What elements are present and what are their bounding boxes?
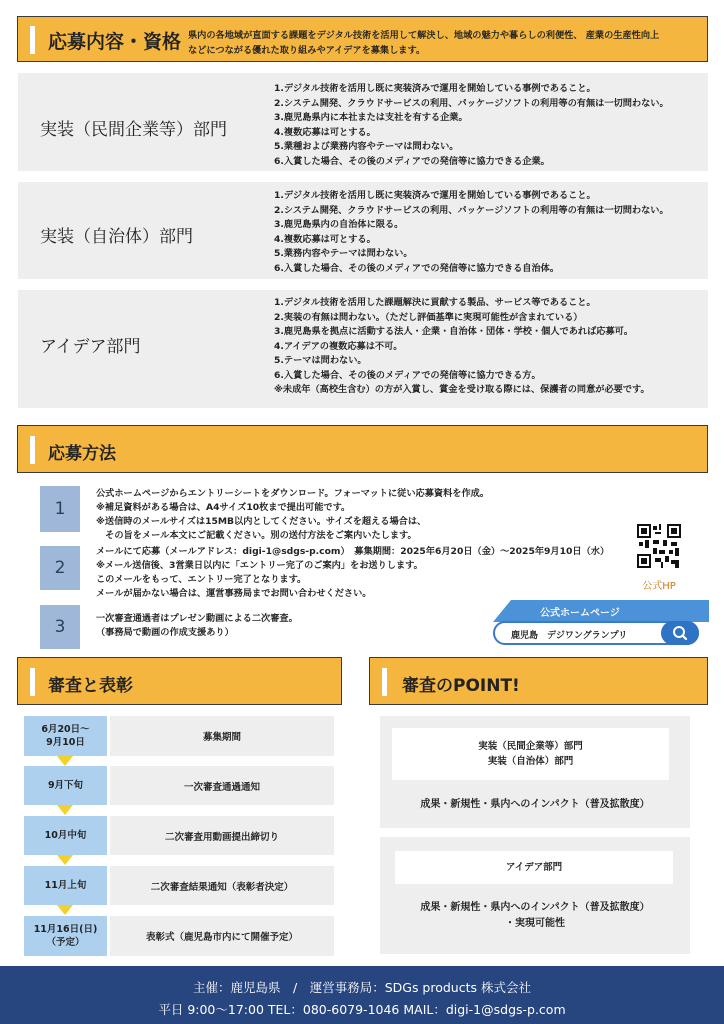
points-box-label [392, 728, 669, 780]
category-item: 2.システム開発、クラウドサービスの利用、パッケージソフトの利用等の有無は一切問わない。 [274, 204, 669, 216]
category-name: 実装（自治体）部門 [40, 227, 193, 247]
step-1-number: 1 [40, 486, 80, 532]
footer-contact: 平日 9:00～17:00 TEL：080-6079-1046 MAIL：digi-1@sdgs-p.com [158, 1002, 566, 1017]
schedule-date: 10月中旬 [24, 816, 107, 855]
schedule-event: 二次審査結果通知（表彰者決定） [110, 866, 334, 905]
step-2-text [96, 545, 609, 601]
category-list [274, 189, 669, 276]
qr-code-icon[interactable] [637, 524, 681, 568]
step-3-number: 3 [40, 605, 80, 649]
footer [0, 966, 724, 1024]
points-category-municipality: 実装（自治体）部門 [487, 756, 574, 767]
apply-desc-2: などにつながる優れた取り組みやアイデアを募集します。 [188, 45, 426, 56]
method-header [17, 425, 708, 473]
category-item: 2.実装の有無は問わない。（ただし評価基準に実現可能性が含まれている） [274, 311, 583, 323]
search-button[interactable] [661, 621, 699, 645]
step-1-text [96, 487, 489, 543]
step-line: ※補足資料がある場合は、A4サイズ10枚まで提出可能です。 [96, 502, 351, 513]
category-item: 3.鹿児島県内に本社または支社を有する企業。 [274, 112, 468, 123]
schedule-date: 11月16日(日) （予定） [24, 916, 107, 956]
points-box-idea [380, 837, 690, 954]
points-header [369, 657, 708, 705]
category-list [274, 82, 669, 169]
category-municipality [18, 182, 708, 279]
step-3-text [96, 612, 298, 640]
step-line: 一次審査通過者はプレゼン動画による二次審査。 [96, 613, 298, 624]
category-item: ※未成年（高校生含む）の方が入賞し、賞金を受け取る際には、保護者の同意が必要です。 [274, 384, 650, 395]
category-item: 5.テーマは問わない。 [274, 355, 367, 366]
step-line: メールにて応募（メールアドレス：digi-1@sdgs-p.com） 募集期間：2025年6月20日（金）～2025年9月10日（水） [96, 546, 610, 557]
category-item: 6.入賞した場合、その後のメディアでの発信等に協力できる企業。 [274, 155, 550, 167]
category-name: アイデア部門 [40, 337, 141, 357]
schedule-arrow [57, 756, 73, 766]
points-box-label: アイデア部門 [395, 851, 673, 884]
category-item: 4.アイデアの複数応募は不可。 [274, 340, 403, 352]
schedule-arrow [57, 905, 73, 915]
category-item: 2.システム開発、クラウドサービスの利用、パッケージソフトの利用等の有無は一切問わない。 [274, 97, 669, 109]
category-item: 4.複数応募は可とする。 [274, 126, 376, 138]
step-line: その旨をメール本文にご記載ください。別の送付方法をご案内いたします。 [96, 530, 417, 541]
step-line: ※送信時のメールサイズは15MB以内としてください。サイズを超える場合は、 [96, 516, 427, 527]
step-2-number: 2 [40, 546, 80, 590]
schedule-header [17, 657, 342, 705]
points-title: 審査のPOINT! [402, 676, 520, 696]
search-bar[interactable] [493, 621, 699, 645]
step-line: このメールをもって、エントリー完了となります。 [96, 574, 307, 585]
category-list [274, 296, 650, 398]
category-item: 5.業種および業務内容やテーマは問わない。 [274, 141, 459, 152]
category-item: 6.入賞した場合、その後のメディアでの発信等に協力できる自治体。 [274, 262, 560, 274]
category-item: 6.入賞した場合、その後のメディアでの発信等に協力できる方。 [274, 369, 541, 381]
step-line: ※メール送信後、3営業日以内に「エントリー完了のご案内」をお送りします。 [96, 560, 423, 571]
category-idea [18, 290, 708, 408]
category-item: 1.デジタル技術を活用し既に実装済みで運用を開始している事例であること。 [274, 83, 596, 94]
category-item: 5.業務内容やテーマは問わない。 [274, 248, 413, 259]
points-criteria [380, 900, 690, 932]
schedule-title: 審査と表彰 [48, 676, 133, 696]
step-line: メールが届かない場合は、運営事務局までお問い合わせください。 [96, 588, 372, 599]
schedule-event: 募集期間 [110, 716, 334, 756]
points-criteria-line2: ・実現可能性 [505, 918, 565, 929]
points-category-private: 実装（民間企業等）部門 [478, 741, 583, 752]
points-criteria-line1: 成果・新規性・県内へのインパクト（普及拡散度） [420, 902, 650, 913]
schedule-date: 11月上旬 [24, 866, 107, 905]
category-item: 3.鹿児島県内の自治体に限る。 [274, 219, 404, 230]
method-title: 応募方法 [48, 444, 116, 464]
category-item: 1.デジタル技術を活用し既に実装済みで運用を開始している事例であること。 [274, 190, 596, 201]
category-private [18, 73, 708, 171]
category-name: 実装（民間企業等）部門 [40, 120, 227, 140]
category-item: 4.複数応募は可とする。 [274, 233, 376, 245]
category-item: 3.鹿児島県を拠点に活動する法人・企業・自治体・団体・学校・個人であれば応募可。 [274, 326, 634, 337]
schedule-arrow [57, 855, 73, 865]
schedule-event: 二次審査用動画提出締切り [110, 816, 334, 855]
hp-banner-label: 公式ホームページ [540, 608, 620, 619]
search-icon [661, 621, 699, 645]
step-line: （事務局で動画の作成支援あり） [96, 627, 234, 638]
step-line: 公式ホームページからエントリーシートをダウンロード。フォーマットに従い応募資料を作成。 [96, 488, 490, 499]
apply-title: 応募内容・資格 [48, 31, 182, 53]
points-box-implementation [380, 716, 690, 828]
category-item: 1.デジタル技術を活用した課題解決に貢献する製品、サービス等であること。 [274, 297, 596, 308]
apply-header [17, 16, 708, 62]
footer-organizer: 主催：鹿児島県 / 運営事務局：SDGs products 株式会社 [192, 980, 531, 995]
schedule-event: 一次審査通過通知 [110, 766, 334, 805]
qr-caption: 公式HP [642, 581, 676, 592]
schedule-date: 6月20日～ 9月10日 [24, 716, 107, 756]
schedule-date: 9月下旬 [24, 766, 107, 805]
schedule-event: 表彰式（鹿児島市内にて開催予定） [110, 916, 334, 956]
search-text: 鹿児島 デジワングランプリ [511, 631, 628, 641]
schedule-arrow [57, 805, 73, 815]
apply-desc-1: 県内の各地域が直面する課題をデジタル技術を活用して解決し、地域の魅力や暮らしの利便性、 産業の生産性向上 [188, 30, 660, 41]
points-criteria: 成果・新規性・県内へのインパクト（普及拡散度） [420, 799, 650, 810]
